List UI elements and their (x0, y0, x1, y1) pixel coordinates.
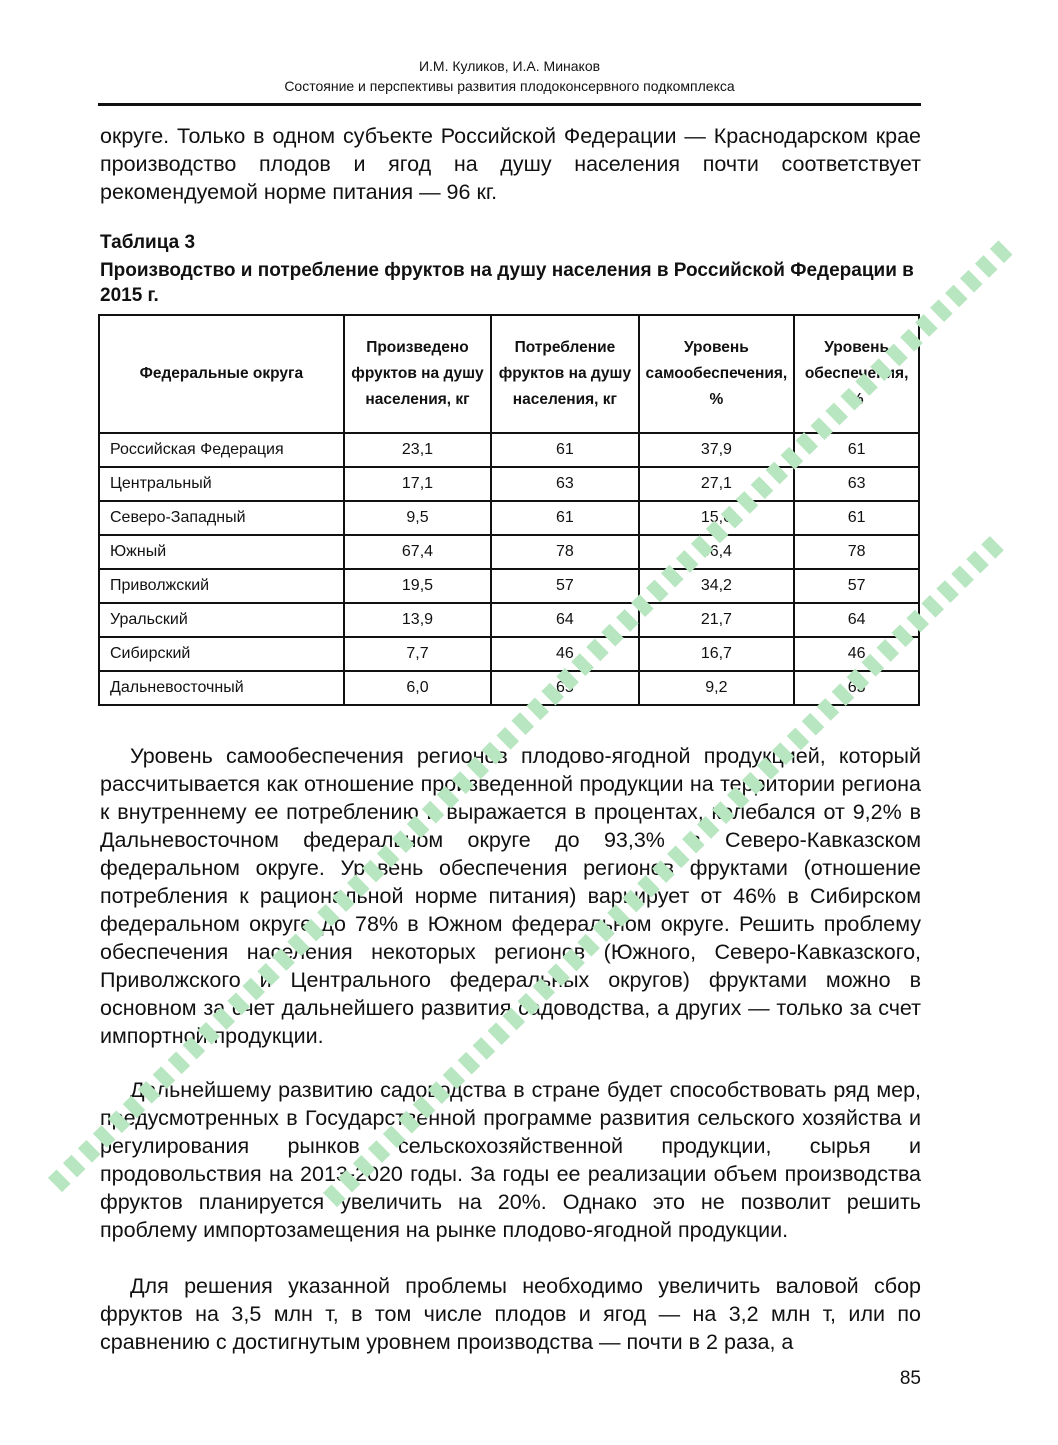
cell-self-sufficiency: 86,4 (639, 535, 795, 569)
table-row (99, 501, 919, 535)
table-label: Таблица 3 (100, 232, 196, 253)
table-caption: Производство и потребление фруктов на душу населения в Российской Федерации в 2015 г. (100, 260, 914, 306)
cell-provision: 57 (794, 569, 919, 603)
cell-self-sufficiency: 15,6 (639, 501, 795, 535)
intro-paragraph: округе. Только в одном субъекте Российской Федерации — Краснодарском крае производство плодов и ягод на душу населения почти соответствует рекомендуемой норме питания — 96 кг. (100, 124, 921, 204)
body-paragraph-1: Уровень самообеспечения регионов плодово-ягодной продукцией, который рассчитывается как отношение произведенной продукции на территории региона к внутреннему ее потреблению и выражается в процентах, колебался от 9,2% в Дальневосточном федеральном округе до 93,3% в Северо-Кавказском федеральном округе. Уровень обеспечения регионов фруктами (отношение потребления к рациональной норме питания) варьирует от 46% в Сибирском федеральном округе до 78% в Южном федеральном округе. Решить проблему обеспечения населения некоторых регионов (Южного, Северо-Кавказского, Приволжского и Центрального федеральных округов) фруктами можно в основном за счет дальнейшего развития садоводства, а других — только за счет импортной продукции. (100, 744, 921, 1048)
cell-consumed: 65 (491, 671, 638, 705)
body-paragraph-3: Для решения указанной проблемы необходимо увеличить валовой сбор фруктов на 3,5 млн т, в том числе плодов и ягод — на 3,2 млн т, или по сравнению с достигнутым уровнем производства — почти в 2 раза, а (100, 1274, 921, 1354)
page-number: 85 (899, 1368, 921, 1389)
cell-self-sufficiency: 34,2 (639, 569, 795, 603)
cell-produced: 9,5 (344, 501, 492, 535)
column-header-region: Федеральные округа (99, 315, 344, 433)
cell-provision: 65 (794, 671, 919, 705)
cell-provision: 78 (794, 535, 919, 569)
body-paragraph-2: Дальнейшему развитию садоводства в стране будет способствовать ряд мер, предусмотренных в Государственной программе развития сельского хозяйства и регулирования рынков сельскохозяйственной продукции, сырья и продовольствия на 2013-2020 годы. За годы ее реализации объем производства фруктов планируется увеличить на 20%. Однако это не позволит решить проблему импортозамещения на рынке плодово-ягодной продукции. (100, 1078, 921, 1242)
cell-produced: 23,1 (344, 433, 492, 467)
cell-produced: 19,5 (344, 569, 492, 603)
cell-region: Центральный (99, 467, 344, 501)
cell-produced: 67,4 (344, 535, 492, 569)
cell-produced: 17,1 (344, 467, 492, 501)
table-row (99, 433, 919, 467)
cell-consumed: 63 (491, 467, 638, 501)
cell-consumed: 61 (491, 501, 638, 535)
cell-produced: 6,0 (344, 671, 492, 705)
cell-consumed: 57 (491, 569, 638, 603)
cell-provision: 63 (794, 467, 919, 501)
cell-provision: 61 (794, 433, 919, 467)
table-row (99, 467, 919, 501)
table-row (99, 569, 919, 603)
table-header-row (99, 315, 919, 433)
table-body (99, 433, 919, 705)
cell-region: Южный (99, 535, 344, 569)
cell-region: Сибирский (99, 637, 344, 671)
cell-self-sufficiency: 37,9 (639, 433, 795, 467)
cell-self-sufficiency: 21,7 (639, 603, 795, 637)
cell-region: Дальневосточный (99, 671, 344, 705)
cell-produced: 7,7 (344, 637, 492, 671)
table-row (99, 637, 919, 671)
cell-provision: 64 (794, 603, 919, 637)
running-header (98, 56, 921, 96)
cell-consumed: 61 (491, 433, 638, 467)
column-header-consumed: Потребление фруктов на душу населения, кг (491, 315, 638, 433)
table-row (99, 603, 919, 637)
header-authors: И.М. Куликов, И.А. Минаков (418, 58, 601, 74)
header-divider (98, 103, 921, 106)
cell-consumed: 78 (491, 535, 638, 569)
cell-self-sufficiency: 16,7 (639, 637, 795, 671)
fruit-production-table (98, 314, 920, 706)
cell-self-sufficiency: 9,2 (639, 671, 795, 705)
cell-self-sufficiency: 27,1 (639, 467, 795, 501)
cell-provision: 46 (794, 637, 919, 671)
table-row (99, 535, 919, 569)
column-header-provision: Уровень обеспечения, % (794, 315, 919, 433)
column-header-produced: Произведено фруктов на душу населения, кг (344, 315, 492, 433)
cell-region: Уральский (99, 603, 344, 637)
column-header-self-sufficiency: Уровень самообеспечения, % (639, 315, 795, 433)
cell-consumed: 46 (491, 637, 638, 671)
cell-region: Российская Федерация (99, 433, 344, 467)
cell-region: Приволжский (99, 569, 344, 603)
cell-consumed: 64 (491, 603, 638, 637)
cell-region: Северо-Западный (99, 501, 344, 535)
cell-produced: 13,9 (344, 603, 492, 637)
header-running-title: Состояние и перспективы развития плодоконсервного подкомплекса (284, 78, 735, 94)
table-row (99, 671, 919, 705)
cell-provision: 61 (794, 501, 919, 535)
